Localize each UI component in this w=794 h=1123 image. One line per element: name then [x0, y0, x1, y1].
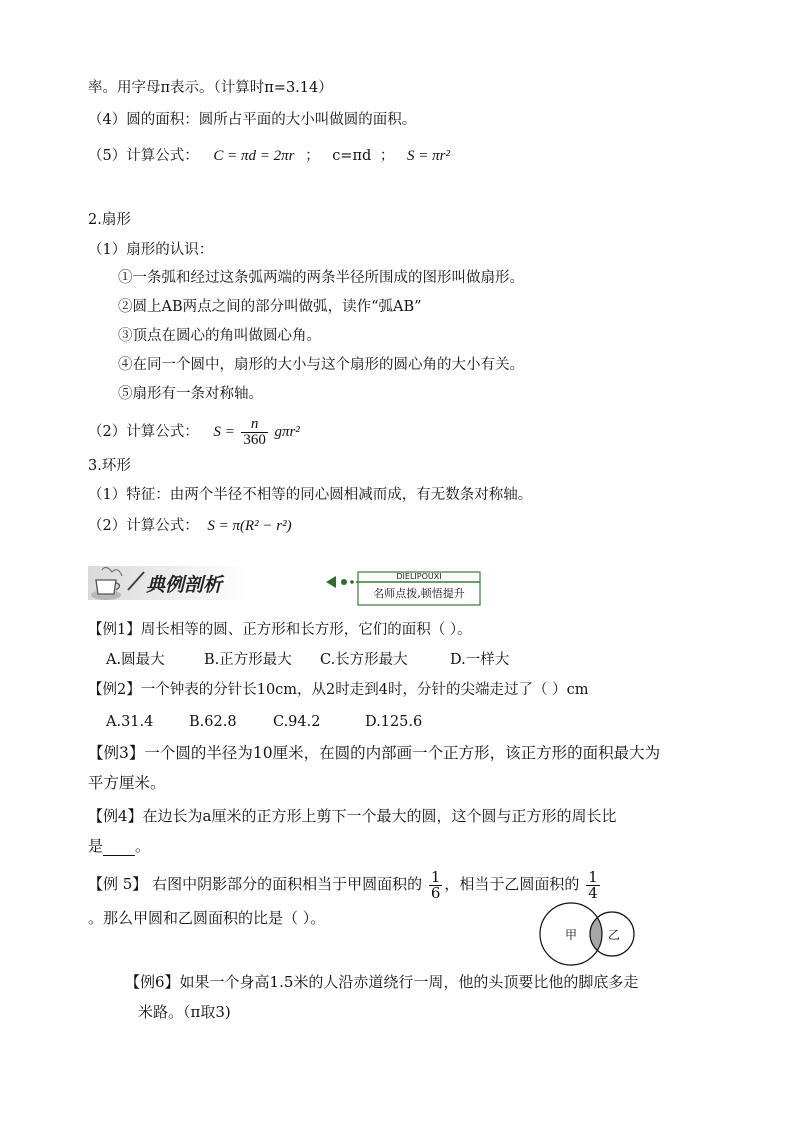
sector-point-1: ①一条弧和经过这条弧两端的两条半径所围成的图形叫做扇形。	[118, 270, 524, 286]
label-jia: 甲	[564, 928, 578, 942]
example-4-question: 【例4】在边长为a厘米的正方形上剪下一个最大的圆，这个圆与正方形的周长比	[88, 807, 617, 825]
formula-separator: ；	[305, 148, 320, 164]
banner-title: 典例剖析	[146, 574, 223, 596]
fraction-numerator: n	[241, 417, 268, 433]
formula-circumference-alt: c=πd	[332, 148, 372, 164]
banner-subtitle: 名师点拨,顿悟提升	[373, 587, 465, 600]
option-d: D.125.6	[365, 714, 423, 730]
example-6-continued: 米路。（π取3)	[138, 1003, 231, 1021]
ring-feature: （1）特征：由两个半径不相等的同心圆相减而成，有无数条对称轴。	[88, 487, 533, 503]
example-5-continued: 。那么甲圆和乙圆面积的比是（ ）。	[88, 909, 326, 927]
example-5-question	[88, 866, 602, 902]
sector-definition-heading: （1）扇形的认识：	[88, 242, 214, 258]
ring-formula: S = π(R² − r²)	[207, 518, 292, 534]
example-3-question: 【例3】一个圆的半径为10厘米，在圆的内部画一个正方形，该正方形的面积最大为	[88, 744, 661, 762]
sector-formula-lhs: S =	[213, 424, 235, 440]
ring-formula-line	[88, 516, 292, 536]
sector-point-5: ⑤扇形有一条对称轴。	[118, 386, 263, 402]
fraction-denominator: 4	[588, 883, 598, 902]
formula-label: （2）计算公式：	[88, 518, 199, 534]
option-b: B.62.8	[189, 714, 237, 730]
section-heading-ring: 3.环形	[88, 458, 131, 474]
sector-point-2: ②圆上AB两点之间的部分叫做弧，读作“弧AB”	[118, 299, 422, 315]
section-banner	[88, 562, 488, 610]
fraction-numerator: 1	[430, 867, 441, 886]
example-2-question: 【例2】一个钟表的分针长10cm，从2时走到4时，分针的尖端走过了（ ）cm	[88, 682, 589, 698]
example-3-continued: 平方厘米。	[88, 774, 166, 792]
sector-formula-line	[88, 414, 300, 450]
formula-separator: ；	[379, 148, 395, 164]
example-1-question: 【例1】周长相等的圆、正方形和长方形，它们的面积（ ）。	[88, 622, 472, 638]
sector-point-3: ③顶点在圆心的角叫做圆心角。	[118, 328, 321, 344]
sector-formula-rhs: gπr²	[274, 424, 300, 440]
option-b: B.正方形最大	[204, 652, 292, 668]
note-line-pi: 率。用字母π表示。（计算时π=3.14）	[88, 80, 333, 96]
option-d: D.一样大	[450, 652, 510, 668]
option-c: C.长方形最大	[320, 652, 408, 668]
sector-point-4: ④在同一个圆中，扇形的大小与这个扇形的圆心角的大小有关。	[118, 357, 524, 373]
option-c: C.94.2	[273, 714, 321, 730]
note-circle-area: （4）圆的面积：圆所占平面的大小叫做圆的面积。	[88, 112, 417, 128]
arrow-icon	[326, 576, 354, 588]
example-6-question: 【例6】如果一个身高1.5米的人沿赤道绕行一周，他的头顶要比他的脚底多走	[125, 973, 639, 991]
fraction-denominator: 360	[243, 431, 266, 448]
label-yi: 乙	[607, 928, 621, 942]
example-4-prefix: 是	[88, 837, 104, 855]
answer-blank	[103, 841, 135, 856]
example-5-text-b: ，相当于乙圆面积的	[444, 875, 580, 893]
option-a: A.31.4	[106, 714, 154, 730]
fraction-numerator: 1	[588, 867, 598, 886]
example-5-text-a: 【例 5】 右图中阴影部分的面积相当于甲圆面积的	[88, 875, 423, 893]
venn-diagram	[534, 896, 640, 972]
example-4-continued	[88, 836, 150, 856]
example-4-suffix: 。	[135, 837, 151, 855]
formula-label: （5）计算公式：	[88, 148, 199, 164]
formula-area: S = πr²	[407, 148, 450, 164]
section-heading-sector: 2.扇形	[88, 212, 131, 228]
example-2-options	[106, 712, 422, 732]
option-a: A.圆最大	[106, 652, 165, 668]
formula-label: （2）计算公式：	[88, 424, 199, 440]
example-5-fraction-1	[429, 867, 443, 902]
sector-formula-fraction	[241, 417, 268, 448]
banner-pinyin: DIELIPOUXI	[396, 572, 442, 581]
example-1-options	[106, 650, 509, 670]
note-formula-line	[88, 146, 450, 166]
fraction-denominator: 6	[430, 883, 441, 902]
formula-circumference: C = πd = 2πr	[213, 148, 295, 164]
banner-graphic	[88, 562, 488, 610]
